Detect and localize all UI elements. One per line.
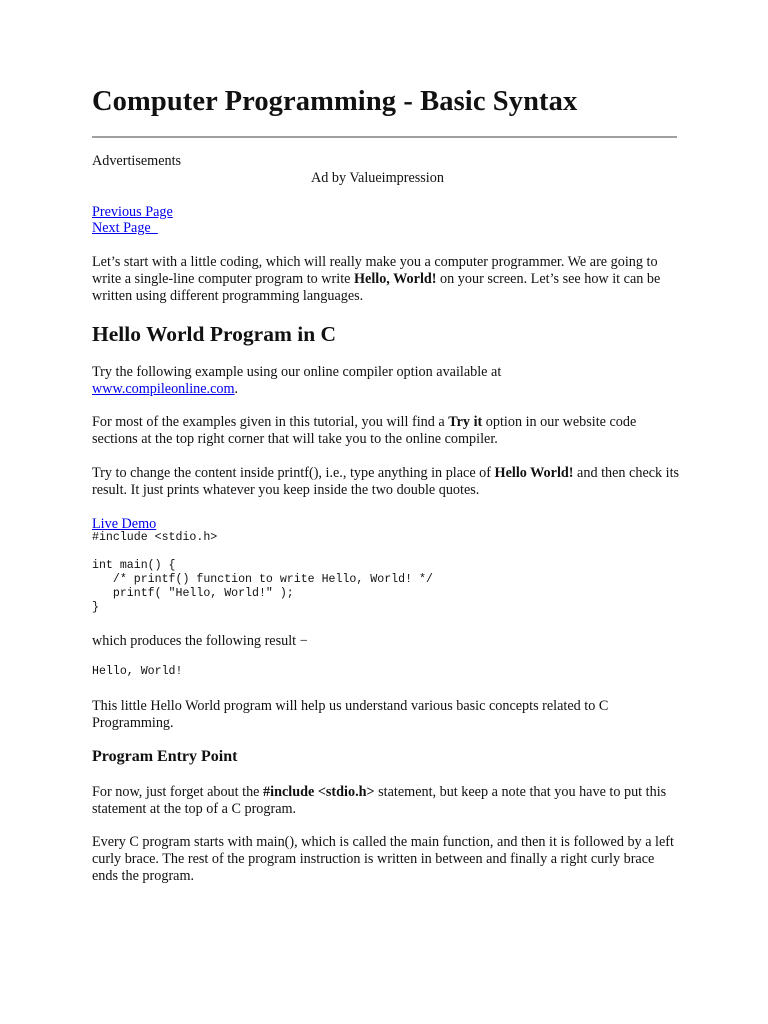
try-text: Try the following example using our online compiler option available at (92, 364, 502, 380)
intro-text: Let’s start with a little coding, which will really make you a computer programmer. We are going to write a single-line computer program to write (92, 254, 658, 287)
change-paragraph (92, 465, 682, 499)
entry-text: For now, just forget about the (92, 784, 264, 800)
title-divider (92, 136, 677, 138)
entry-paragraph-1 (92, 784, 682, 818)
change-text: Try to change the content inside printf(), i.e., type anything in place of (92, 465, 495, 481)
ad-by-label: Ad by Valueimpression (311, 170, 444, 186)
live-demo-link[interactable]: Live Demo (92, 516, 157, 532)
result-intro: which produces the following result − (92, 633, 308, 649)
page-title: Computer Programming - Basic Syntax (92, 86, 578, 117)
previous-page-link[interactable]: Previous Page (92, 204, 173, 220)
summary-paragraph: This little Hello World program will help us understand various basic concepts related to C Programming. (92, 698, 609, 731)
tryit-paragraph (92, 414, 682, 448)
nav-links (92, 204, 682, 221)
advertisements-label: Advertisements (92, 153, 182, 169)
result-output: Hello, World! (92, 665, 183, 678)
next-page-link[interactable]: Next Page (92, 220, 158, 236)
change-text-end: and then check its result. It just prints whatever you keep inside the two double quotes. (92, 465, 680, 498)
section-heading-program-entry-point: Program Entry Point (92, 748, 238, 765)
c-code-block: #include <stdio.h> int main() { /* printf() function to write Hello, World! */ printf( "Hello, World!" ); } (92, 531, 433, 614)
entry-bold: #include <stdio.h> (263, 784, 375, 800)
entry-paragraph-2: Every C program starts with main(), which is called the main function, and then it is followed by a left curly brace. The rest of the program instruction is written in between and finally a right curly brace ends the program. (92, 834, 674, 884)
change-bold: Hello World! (494, 465, 574, 481)
tryit-text-end: option in our website code sections at the top right corner that will take you to the online compiler. (92, 414, 637, 447)
entry-text-end: statement, but keep a note that you have to put this statement at the top of a C program. (92, 784, 667, 817)
intro-text-end: on your screen. Let’s see how it can be written using different programming languages. (92, 271, 661, 304)
section-heading-hello-world-c: Hello World Program in C (92, 322, 337, 346)
intro-bold: Hello, World! (354, 271, 437, 287)
nav-links-next (92, 220, 682, 237)
try-period: . (234, 381, 239, 397)
compileonline-link[interactable]: www.compileonline.com (92, 381, 235, 397)
tryit-text: For most of the examples given in this tutorial, you will find a (92, 414, 449, 430)
try-paragraph (92, 364, 682, 398)
intro-paragraph (92, 254, 682, 305)
tryit-bold: Try it (448, 414, 483, 430)
